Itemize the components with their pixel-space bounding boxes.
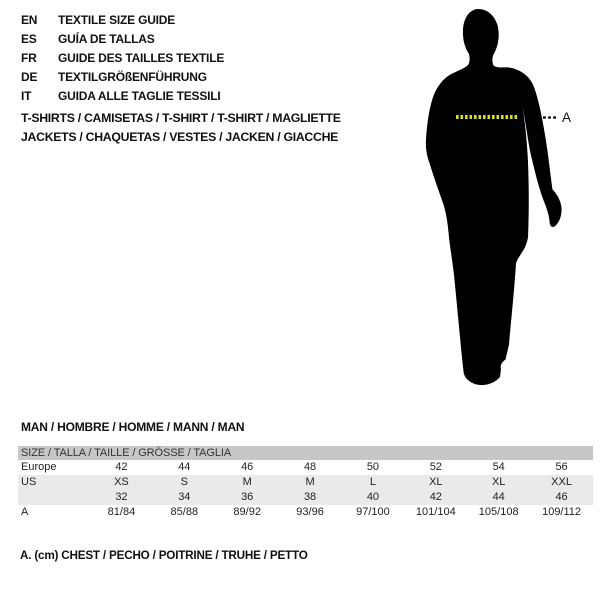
size-cell: 109/112 xyxy=(542,506,582,518)
size-cell: S xyxy=(180,476,188,488)
lang-row-fr xyxy=(21,49,224,68)
size-cell: 50 xyxy=(366,461,380,473)
size-table-header: SIZE / TALLA / TAILLE / GRÖSSE / TAGLIA xyxy=(18,446,593,460)
size-cell: 34 xyxy=(178,491,191,503)
category-line-tshirts: T-SHIRTS / CAMISETAS / T-SHIRT / T-SHIRT / MAGLIETTE xyxy=(21,111,341,125)
lang-label: GUIDE DES TAILLES TEXTILE xyxy=(58,51,225,65)
size-cell: M xyxy=(305,476,315,488)
size-cell: 46 xyxy=(555,491,568,503)
size-cell: 36 xyxy=(241,491,254,503)
size-cell: 93/96 xyxy=(296,506,324,518)
table-row-europe xyxy=(18,460,593,475)
lang-row-es xyxy=(21,30,224,49)
measure-label-a: A xyxy=(562,110,572,125)
size-cell: 97/100 xyxy=(356,506,390,518)
size-cell: 48 xyxy=(303,461,317,473)
size-cell: 40 xyxy=(366,491,380,503)
size-cell: XXL xyxy=(551,476,572,488)
size-cell: L xyxy=(369,476,376,488)
table-row-us-numeric xyxy=(18,490,593,505)
size-cell: 44 xyxy=(178,461,191,473)
table-row-a-chest xyxy=(18,505,593,520)
man-silhouette-figure xyxy=(400,0,600,400)
lang-code: IT xyxy=(21,89,32,103)
size-cell: XL xyxy=(429,476,443,488)
lang-label: TEXTILGRÖßENFÜHRUNG xyxy=(58,70,207,84)
size-cell: 85/88 xyxy=(170,506,199,518)
size-cell: 42 xyxy=(429,491,442,503)
lang-label: GUÍA DE TALLAS xyxy=(58,32,155,46)
table-row-us xyxy=(18,475,593,490)
size-table xyxy=(18,446,593,520)
row-label: Europe xyxy=(21,461,57,473)
lang-code: DE xyxy=(21,70,38,84)
garment-categories xyxy=(21,109,341,146)
size-cell: 44 xyxy=(492,491,505,503)
size-cell: 81/84 xyxy=(107,506,136,518)
size-cell: XL xyxy=(491,476,506,488)
lang-row-de xyxy=(21,68,224,87)
man-silhouette xyxy=(426,9,562,385)
lang-row-it xyxy=(21,87,224,106)
size-cell: 89/92 xyxy=(233,506,261,518)
lang-code: FR xyxy=(21,51,37,65)
section-heading-man: MAN / HOMBRE / HOMME / MANN / MAN xyxy=(21,420,245,434)
lang-label: GUIDA ALLE TAGLIE TESSILI xyxy=(58,89,221,103)
lang-row-en xyxy=(21,11,224,30)
size-cell: 42 xyxy=(115,461,128,473)
row-label: A xyxy=(21,506,29,518)
size-cell: 52 xyxy=(429,461,442,473)
category-line-jackets: JACKETS / CHAQUETAS / VESTES / JACKEN / GIACCHE xyxy=(21,129,339,144)
size-cell: 54 xyxy=(492,461,505,473)
silhouette-svg xyxy=(400,0,600,400)
lang-code: ES xyxy=(21,32,37,46)
size-cell: 56 xyxy=(555,461,568,473)
size-cell: 101/104 xyxy=(415,506,456,518)
size-cell: 105/108 xyxy=(478,506,519,518)
language-list xyxy=(21,11,224,106)
size-cell: M xyxy=(242,476,252,488)
size-cell: 38 xyxy=(303,491,317,503)
size-cell: 46 xyxy=(241,461,254,473)
lang-label: TEXTILE SIZE GUIDE xyxy=(58,13,176,27)
measurement-footnote: A. (cm) CHEST / PECHO / POITRINE / TRUHE / PETTO xyxy=(20,549,308,562)
size-cell: 32 xyxy=(115,491,128,503)
row-label: US xyxy=(21,476,37,488)
size-cell: XS xyxy=(114,476,129,488)
lang-code: EN xyxy=(21,13,38,27)
